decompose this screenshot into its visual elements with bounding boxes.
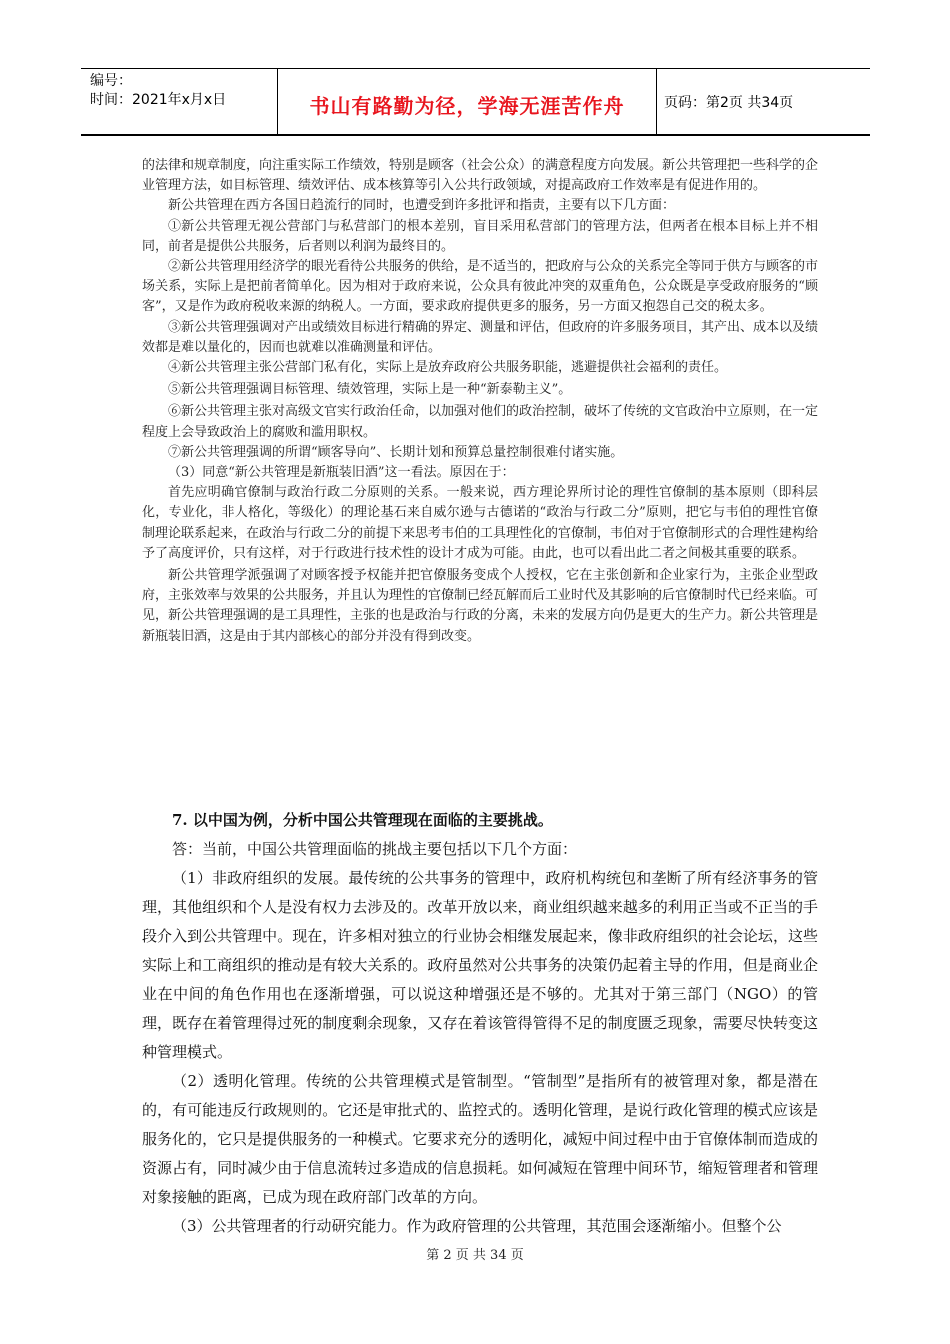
page-header	[81, 68, 870, 136]
answer-paragraph: （2）透明化管理。传统的公共管理模式是管制型。“管制型”是指所有的被管理对象，都是潜在的，有可能违反行政规则的。它还是审批式的、监控式的。透明化管理，是说行政化管理的模式应该是服务化的，它只是提供服务的一种模式。它要求充分的透明化，减短中间过程中由于官僚体制而造成的资源占有，同时减少由于信息流转过多造成的信息损耗。如何减短在管理中间环节，缩短管理者和管理对象接触的距离，已成为现在政府部门改革的方向。	[142, 1072, 818, 1206]
header-motto: 书山有路勤为径，学海无涯苦作舟	[309, 94, 625, 118]
answer-paragraph: 答：当前，中国公共管理面临的挑战主要包括以下几个方面：	[172, 840, 578, 858]
header-meta	[90, 72, 226, 110]
paragraph: ①新公共管理无视公营部门与私营部门的根本差别，盲目采用私营部门的管理方法，但两者在根本目标上并不相同，前者是提供公共服务，后者则以利润为最终目的。	[142, 218, 818, 254]
paragraph: ②新公共管理用经济学的眼光看待公共服务的供给，是不适当的，把政府与公众的关系完全等同于供方与顾客的市场关系，实际上是把前者简单化。因为相对于政府来说，公众具有彼此冲突的双重角色，公众既是享受政府服务的“顾客”，又是作为政府税收来源的纳税人。一方面，要求政府提供更多的服务，另一方面又抱怨自己交的税太多。	[142, 259, 819, 315]
paragraph: ⑤新公共管理强调目标管理、绩效管理，实际上是一种“新泰勒主义”。	[168, 382, 572, 398]
page-footer: 第 2 页 共 34 页	[426, 1248, 524, 1263]
header-divider-right	[656, 68, 657, 136]
header-page-number: 页码：第2页 共34页	[664, 95, 794, 111]
paragraph: 的法律和规章制度，向注重实际工作绩效，特别是顾客（社会公众）的满意程度方向发展。新公共管理把一些科学的企业管理方法，如目标管理、绩效评估、成本核算等引入公共行政领域，对提高政府工作效率是有促进作用的。	[142, 158, 819, 194]
paragraph: （3）同意“新公共管理是新瓶装旧酒”这一看法。原因在于：	[168, 465, 515, 481]
header-code: 编号：	[90, 73, 132, 89]
paragraph: ③新公共管理强调对产出或绩效目标进行精确的界定、测量和评估，但政府的许多服务项目，其产出、成本以及绩效都是难以量化的，因而也就难以准确测量和评估。	[142, 319, 819, 355]
paragraph: 首先应明确官僚制与政治行政二分原则的关系。一般来说，西方理论界所讨论的理性官僚制的基本原则（即科层化，专业化，非人格化，等级化）的理论基石来自威尔逊与古德诺的“政治与行政二分”原则，把它与韦伯的理性官僚制理论联系起来，在政治与行政二分的前提下来思考韦伯的工具理性化的官僚制，韦伯对于官僚制形式的合理性建构给予了高度评价，只有这样，对于行政进行技术性的设计才成为可能。由此，也可以看出此二者之间极其重要的联系。	[142, 485, 819, 561]
paragraph: ⑦新公共管理强调的所谓“顾客导向”、长期计划和预算总量控制很难付诸实施。	[168, 444, 624, 460]
header-top-rule	[81, 68, 870, 69]
answer-paragraph: （3）公共管理者的行动研究能力。作为政府管理的公共管理，其范围会逐渐缩小。但整个公	[172, 1217, 782, 1235]
document-body-large	[142, 806, 818, 1241]
answer-paragraph: （1）非政府组织的发展。最传统的公共事务的管理中，政府机构统包和垄断了所有经济事务的管理，其他组织和个人是没有权力去涉及的。改革开放以来，商业组织越来越多的利用正当或不正当的手段介入到公共管理中。现在，许多相对独立的行业协会相继发展起来，像非政府组织的社会论坛，这些实际上和工商组织的推动是有较大关系的。政府虽然对公共事务的决策仍起着主导的作用，但是商业企业在中间的角色作用也在逐渐增强，可以说这种增强还是不够的。尤其对于第三部门（NGO）的管理，既存在着管理得过死的制度剩余现象，又存在着该管得管得不足的制度匮乏现象，需要尽快转变这种管理模式。	[142, 869, 818, 1061]
question-heading: 7. 以中国为例，分析中国公共管理现在面临的主要挑战。	[172, 811, 553, 829]
paragraph: 新公共管理在西方各国日趋流行的同时，也遭受到许多批评和指责，主要有以下几方面：	[168, 198, 676, 214]
paragraph: ⑥新公共管理主张对高级文官实行政治任命，以加强对他们的政治控制，破坏了传统的文官政治中立原则，在一定程度上会导致政治上的腐败和滥用职权。	[142, 404, 819, 440]
paragraph: 新公共管理学派强调了对顾客授予权能并把官僚服务变成个人授权，它在主张创新和企业家行为，主张企业型政府，主张效率与效果的公共服务，并且认为理性的官僚制已经瓦解而后工业时代及其影响的后官僚制时代已经来临。可见，新公共管理强调的是工具理性，主张的也是政治与行政的分离，未来的发展方向仍是更大的生产力。新公共管理是新瓶装旧酒，这是由于其内部核心的部分并没有得到改变。	[142, 568, 819, 644]
document-body-small	[142, 156, 818, 647]
header-time: 时间：2021年x月x日	[90, 92, 227, 108]
header-bottom-rule	[81, 134, 870, 136]
paragraph: ④新公共管理主张公营部门私有化，实际上是放弃政府公共服务职能，逃避提供社会福利的责任。	[168, 360, 728, 376]
